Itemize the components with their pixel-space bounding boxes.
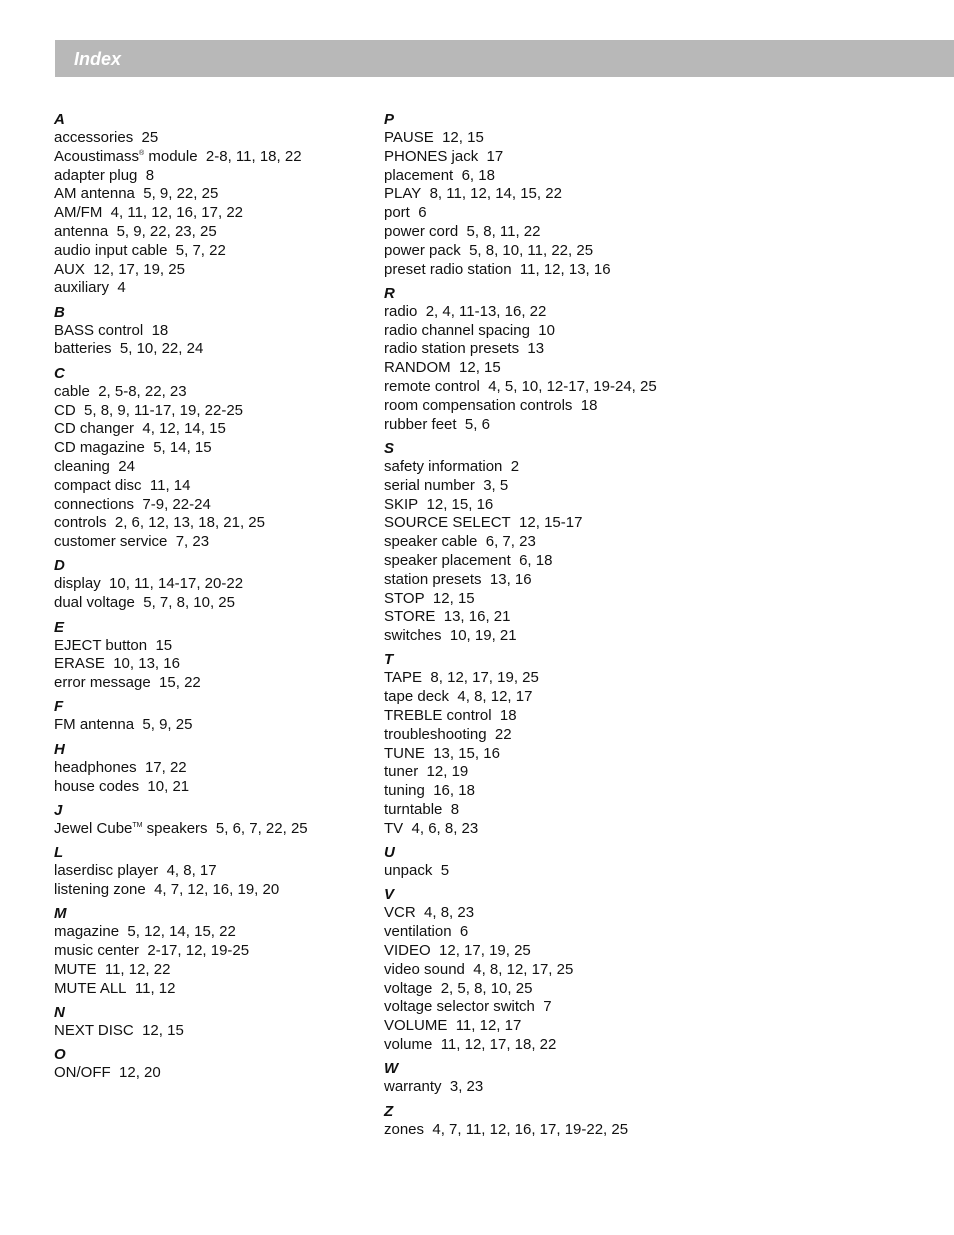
index-entry xyxy=(54,261,374,280)
entry-pages: 12, 17, 19, 25 xyxy=(439,941,531,959)
index-entry xyxy=(54,942,374,961)
index-entry xyxy=(54,881,374,900)
entry-pages: 4, 7, 12, 16, 19, 20 xyxy=(154,880,280,898)
index-entry xyxy=(384,904,944,923)
entry-term: display xyxy=(54,575,101,593)
entry-term: speaker placement xyxy=(384,551,511,569)
index-entry xyxy=(54,980,374,999)
entry-term: voltage xyxy=(384,979,433,997)
entry-pages: 12, 15-17 xyxy=(519,514,583,532)
entry-pages: 6, 7, 23 xyxy=(485,533,536,551)
index-entry xyxy=(384,923,944,942)
entry-pages: 5, 9, 22, 25 xyxy=(143,185,219,203)
entry-term: volume xyxy=(384,1035,433,1053)
entry-pages: 2 xyxy=(510,457,520,475)
entry-term: speaker cable xyxy=(384,533,478,551)
entry-pages: 4, 6, 8, 23 xyxy=(411,819,479,837)
index-entry xyxy=(54,514,374,533)
entry-pages: 5, 12, 14, 15, 22 xyxy=(127,923,236,941)
entry-term: room compensation controls xyxy=(384,396,573,414)
entry-pages: 3, 5 xyxy=(483,476,509,494)
entry-pages: 11, 12, 13, 16 xyxy=(519,260,611,278)
index-entry xyxy=(54,383,374,402)
entry-term: BASS control xyxy=(54,321,144,339)
entry-pages: 10, 13, 16 xyxy=(113,655,180,673)
entry-pages: 2-8, 11, 18, 22 xyxy=(205,147,302,165)
entry-pages: 4, 8, 12, 17, 25 xyxy=(473,960,574,978)
trademark-mark: TM xyxy=(132,821,143,829)
section-letter: F xyxy=(54,698,64,716)
index-entry xyxy=(384,942,944,961)
entry-term: radio xyxy=(384,302,418,320)
entry-term: PAUSE xyxy=(384,129,434,146)
entry-pages: 5, 8, 9, 11-17, 19, 22-25 xyxy=(84,401,244,419)
index-entry xyxy=(384,669,944,688)
entry-term: CD changer xyxy=(54,420,135,438)
entry-term: SOURCE SELECT xyxy=(384,514,511,532)
index-section xyxy=(384,110,944,279)
entry-term: zones xyxy=(384,1120,425,1138)
entry-term: listening zone xyxy=(54,880,146,898)
entry-term-suffix: module xyxy=(144,147,198,165)
entry-term: power pack xyxy=(384,241,461,259)
index-entry xyxy=(54,242,374,261)
index-section xyxy=(54,364,374,552)
entry-pages: 4 xyxy=(117,279,126,297)
entry-term: dual voltage xyxy=(54,594,135,612)
section-letter: C xyxy=(54,364,65,382)
entry-pages: 5, 6, 7, 22, 25 xyxy=(215,819,308,837)
entry-pages: 2, 6, 12, 13, 18, 21, 25 xyxy=(114,514,265,532)
section-letter: U xyxy=(384,844,395,862)
index-entry xyxy=(384,1036,944,1055)
index-entry xyxy=(54,716,374,735)
entry-pages: 18 xyxy=(499,707,517,725)
entry-term: laserdisc player xyxy=(54,862,159,880)
entry-pages: 5, 7, 22 xyxy=(175,241,226,259)
index-entry xyxy=(384,782,944,801)
entry-term: music center xyxy=(54,942,140,959)
section-letter: Z xyxy=(384,1102,394,1120)
index-entry xyxy=(54,167,374,186)
entry-term: audio input cable xyxy=(54,241,168,259)
index-entry xyxy=(54,439,374,458)
entry-pages: 12, 15 xyxy=(459,359,501,377)
index-entry xyxy=(54,279,374,298)
section-letter: H xyxy=(54,740,65,758)
entry-term: port xyxy=(384,204,410,222)
entry-term: CD magazine xyxy=(54,439,145,457)
index-section xyxy=(54,843,374,900)
entry-term: unpack xyxy=(384,862,433,880)
index-entry xyxy=(384,340,944,359)
entry-term: voltage selector switch xyxy=(384,998,535,1016)
index-entry xyxy=(54,923,374,942)
index-entry xyxy=(54,575,374,594)
entry-term: rubber feet xyxy=(384,415,457,433)
entry-term: TREBLE control xyxy=(384,707,492,725)
entry-pages: 10, 11, 14-17, 20-22 xyxy=(109,575,244,593)
index-entry xyxy=(384,707,944,726)
index-entry xyxy=(384,185,944,204)
entry-pages: 22 xyxy=(494,725,512,743)
entry-pages: 6 xyxy=(459,923,469,941)
entry-term: headphones xyxy=(54,758,137,776)
entry-term: VIDEO xyxy=(384,941,431,959)
entry-pages: 5, 9, 22, 23, 25 xyxy=(116,222,217,240)
entry-pages: 4, 8, 12, 17 xyxy=(457,688,533,706)
entry-term: ERASE xyxy=(54,655,105,673)
entry-term: MUTE ALL xyxy=(54,979,127,997)
index-entry xyxy=(54,637,374,656)
entry-term: AUX xyxy=(54,260,85,278)
entry-term: STORE xyxy=(384,608,436,626)
entry-pages: 12, 15, 16 xyxy=(426,495,494,513)
entry-term: ventilation xyxy=(384,923,452,941)
index-section xyxy=(384,843,944,881)
entry-term: FM antenna xyxy=(54,716,135,734)
section-letter: M xyxy=(54,905,67,923)
index-entry xyxy=(384,496,944,515)
entry-term: cleaning xyxy=(54,457,110,475)
index-entry xyxy=(384,458,944,477)
index-entry xyxy=(54,533,374,552)
index-entry xyxy=(384,608,944,627)
entry-term: TUNE xyxy=(384,744,425,762)
index-entry xyxy=(54,322,374,341)
section-letter: W xyxy=(384,1060,399,1078)
index-section xyxy=(54,697,374,735)
entry-pages: 18 xyxy=(151,321,169,339)
section-letter: D xyxy=(54,557,65,575)
section-letter: J xyxy=(54,801,63,819)
entry-pages: 15 xyxy=(155,636,173,654)
entry-term: error message xyxy=(54,674,151,692)
index-section xyxy=(384,650,944,838)
entry-pages: 4, 8, 17 xyxy=(166,862,217,880)
entry-term: tape deck xyxy=(384,688,450,706)
entry-pages: 10 xyxy=(538,321,555,339)
index-entry xyxy=(384,416,944,435)
index-entry xyxy=(384,242,944,261)
index-entry xyxy=(54,129,374,148)
entry-term: video sound xyxy=(384,960,465,978)
index-entry xyxy=(384,514,944,533)
entry-pages: 12, 15 xyxy=(432,589,475,607)
entry-term: PHONES jack xyxy=(384,147,479,165)
index-section xyxy=(54,801,374,839)
index-column-right xyxy=(384,110,944,1139)
index-entry xyxy=(54,1064,374,1083)
entry-pages: 4, 11, 12, 16, 17, 22 xyxy=(110,204,243,222)
entry-term: customer service xyxy=(54,533,168,551)
index-entry xyxy=(384,378,944,397)
entry-pages: 2, 5-8, 22, 23 xyxy=(98,382,187,400)
index-entry xyxy=(384,726,944,745)
section-letter: P xyxy=(384,111,395,128)
entry-term: tuner xyxy=(384,763,419,781)
section-letter: A xyxy=(54,111,65,128)
entry-pages: 7, 23 xyxy=(175,533,210,551)
entry-pages: 5 xyxy=(440,862,450,880)
entry-pages: 11, 12 xyxy=(134,979,176,997)
entry-pages: 18 xyxy=(580,396,598,414)
entry-term: NEXT DISC xyxy=(54,1021,134,1039)
entry-pages: 4, 12, 14, 15 xyxy=(142,420,226,438)
entry-term: cable xyxy=(54,382,90,400)
index-entry xyxy=(54,759,374,778)
entry-pages: 13, 16 xyxy=(489,570,532,588)
index-entry xyxy=(54,148,374,167)
entry-term: turntable xyxy=(384,801,443,818)
entry-term: house codes xyxy=(54,777,140,795)
index-entry xyxy=(384,223,944,242)
index-entry xyxy=(384,261,944,280)
index-section xyxy=(54,303,374,360)
index-entry xyxy=(54,674,374,693)
entry-pages: 5, 8, 11, 22 xyxy=(466,222,541,240)
index-entry xyxy=(54,458,374,477)
entry-term: RANDOM xyxy=(384,359,451,377)
entry-term: TV xyxy=(384,819,404,837)
index-entry xyxy=(384,862,944,881)
entry-pages: 8, 12, 17, 19, 25 xyxy=(430,669,539,687)
index-section xyxy=(54,1003,374,1041)
entry-pages: 25 xyxy=(141,129,159,146)
section-letter: V xyxy=(384,886,395,904)
entry-pages: 5, 8, 10, 11, 22, 25 xyxy=(469,241,594,259)
entry-pages: 10, 21 xyxy=(147,777,190,795)
entry-term: station presets xyxy=(384,570,482,588)
entry-term: VCR xyxy=(384,904,416,922)
entry-pages: 5, 6 xyxy=(464,415,490,433)
entry-pages: 4, 5, 10, 12-17, 19-24, 25 xyxy=(488,378,657,396)
index-section xyxy=(384,1059,944,1097)
index-entry xyxy=(54,402,374,421)
section-letter: O xyxy=(54,1046,66,1064)
entry-pages: 5, 9, 25 xyxy=(142,716,193,734)
entry-pages: 16, 18 xyxy=(433,782,475,800)
entry-term: Acoustimass xyxy=(54,147,140,165)
entry-term: safety information xyxy=(384,457,503,475)
entry-pages: 12, 17, 19, 25 xyxy=(93,260,185,278)
entry-pages: 4, 8, 23 xyxy=(424,904,475,922)
entry-pages: 6, 18 xyxy=(461,166,495,184)
index-section xyxy=(54,904,374,998)
entry-term: tuning xyxy=(384,782,425,800)
entry-term: antenna xyxy=(54,222,109,240)
index-entry xyxy=(54,223,374,242)
entry-term: switches xyxy=(384,627,442,645)
index-column-left xyxy=(54,110,374,1083)
entry-term: SKIP xyxy=(384,495,419,513)
entry-pages: 8 xyxy=(450,801,460,818)
index-entry xyxy=(384,998,944,1017)
entry-term: MUTE xyxy=(54,960,97,978)
entry-term: connections xyxy=(54,495,135,513)
entry-term: batteries xyxy=(54,340,112,358)
entry-pages: 8 xyxy=(145,166,155,184)
entry-term: magazine xyxy=(54,923,120,941)
entry-pages: 11, 12, 17 xyxy=(455,1017,522,1035)
entry-pages: 7-9, 22-24 xyxy=(142,495,211,513)
index-entry xyxy=(54,185,374,204)
index-section xyxy=(54,740,374,797)
entry-pages: 17 xyxy=(486,147,504,165)
header-bar xyxy=(55,40,954,77)
index-entry xyxy=(384,763,944,782)
index-entry xyxy=(384,801,944,820)
index-entry xyxy=(384,552,944,571)
entry-pages: 13, 15, 16 xyxy=(433,744,500,762)
entry-term: AM/FM xyxy=(54,204,103,222)
section-letter: B xyxy=(54,303,65,321)
entry-pages: 12, 19 xyxy=(426,763,469,781)
page-title: Index xyxy=(74,49,122,69)
index-entry xyxy=(384,820,944,839)
index-entry xyxy=(54,496,374,515)
entry-term: radio channel spacing xyxy=(384,321,530,339)
entry-pages: 24 xyxy=(118,457,135,475)
section-letter: S xyxy=(384,439,395,457)
entry-term: VOLUME xyxy=(384,1017,448,1035)
entry-pages: 5, 10, 22, 24 xyxy=(119,340,204,358)
index-entry xyxy=(384,1017,944,1036)
index-entry xyxy=(384,1121,944,1140)
index-entry xyxy=(384,745,944,764)
index-entry xyxy=(54,655,374,674)
entry-term: EJECT button xyxy=(54,636,148,654)
entry-pages: 11, 12, 22 xyxy=(104,960,171,978)
index-entry xyxy=(384,129,944,148)
entry-term: AM antenna xyxy=(54,185,135,203)
index-section xyxy=(54,618,374,693)
index-section xyxy=(54,1045,374,1083)
entry-term: warranty xyxy=(384,1078,442,1096)
entry-term-suffix: speakers xyxy=(142,819,208,837)
index-entry xyxy=(54,820,374,839)
entry-pages: 2-17, 12, 19-25 xyxy=(147,942,250,959)
index-entry xyxy=(384,397,944,416)
index-entry xyxy=(384,688,944,707)
section-letter: L xyxy=(54,844,64,862)
entry-pages: 11, 12, 17, 18, 22 xyxy=(440,1035,557,1053)
entry-pages: 12, 20 xyxy=(119,1064,161,1082)
index-entry xyxy=(384,571,944,590)
index-entry xyxy=(384,627,944,646)
section-letter: T xyxy=(384,651,394,669)
entry-term: serial number xyxy=(384,476,475,494)
entry-pages: 17, 22 xyxy=(144,758,187,776)
index-entry xyxy=(384,477,944,496)
entry-term: preset radio station xyxy=(384,260,512,278)
index-section xyxy=(384,439,944,646)
entry-term: accessories xyxy=(54,129,134,146)
entry-term: placement xyxy=(384,166,454,184)
entry-pages: 7 xyxy=(543,998,552,1016)
index-entry xyxy=(54,340,374,359)
entry-term: CD xyxy=(54,401,76,419)
entry-pages: 12, 15 xyxy=(442,129,484,146)
entry-term: adapter plug xyxy=(54,166,138,184)
index-entry xyxy=(384,359,944,378)
index-entry xyxy=(384,533,944,552)
section-letter: R xyxy=(384,284,395,302)
entry-pages: 3, 23 xyxy=(449,1078,484,1096)
section-letter: N xyxy=(54,1003,65,1021)
entry-term: ON/OFF xyxy=(54,1064,111,1082)
entry-pages: 11, 14 xyxy=(149,476,191,494)
entry-term: auxiliary xyxy=(54,279,110,297)
entry-pages: 10, 19, 21 xyxy=(449,627,517,645)
index-entry xyxy=(384,590,944,609)
section-letter: E xyxy=(54,618,65,636)
entry-pages: 5, 14, 15 xyxy=(153,439,212,457)
index-entry xyxy=(54,420,374,439)
index-entry xyxy=(384,980,944,999)
entry-pages: 15, 22 xyxy=(159,674,201,692)
index-section xyxy=(54,556,374,613)
trademark-mark: ® xyxy=(139,149,145,157)
entry-pages: 12, 15 xyxy=(142,1021,184,1039)
entry-pages: 4, 7, 11, 12, 16, 17, 19-22, 25 xyxy=(432,1120,629,1138)
entry-term: STOP xyxy=(384,589,425,607)
index-section xyxy=(384,1102,944,1140)
index-entry xyxy=(384,1078,944,1097)
index-section xyxy=(384,284,944,435)
entry-pages: 6 xyxy=(418,204,427,222)
index-entry xyxy=(384,148,944,167)
entry-pages: 6, 18 xyxy=(519,551,553,569)
entry-pages: 2, 5, 8, 10, 25 xyxy=(440,979,533,997)
entry-term: compact disc xyxy=(54,476,142,494)
index-entry xyxy=(384,204,944,223)
index-entry xyxy=(384,167,944,186)
entry-term: troubleshooting xyxy=(384,725,487,743)
entry-term: remote control xyxy=(384,378,480,396)
entry-term: power cord xyxy=(384,222,459,240)
index-section xyxy=(384,885,944,1054)
index-entry xyxy=(384,961,944,980)
index-entry xyxy=(384,322,944,341)
index-entry xyxy=(54,862,374,881)
entry-pages: 2, 4, 11-13, 16, 22 xyxy=(425,302,547,320)
index-entry xyxy=(54,204,374,223)
entry-term: PLAY xyxy=(384,185,422,203)
index-entry xyxy=(54,961,374,980)
index-entry xyxy=(54,1022,374,1041)
index-section xyxy=(54,110,374,298)
index-entry xyxy=(54,594,374,613)
index-entry xyxy=(384,303,944,322)
entry-pages: 13 xyxy=(527,340,545,358)
entry-term: controls xyxy=(54,514,107,532)
index-entry xyxy=(54,477,374,496)
entry-term: radio station presets xyxy=(384,340,520,358)
entry-term: Jewel Cube xyxy=(54,819,133,837)
entry-pages: 13, 16, 21 xyxy=(443,608,511,626)
entry-pages: 8, 11, 12, 14, 15, 22 xyxy=(429,185,562,203)
entry-term: TAPE xyxy=(384,669,423,687)
index-entry xyxy=(54,778,374,797)
entry-pages: 5, 7, 8, 10, 25 xyxy=(143,594,235,612)
